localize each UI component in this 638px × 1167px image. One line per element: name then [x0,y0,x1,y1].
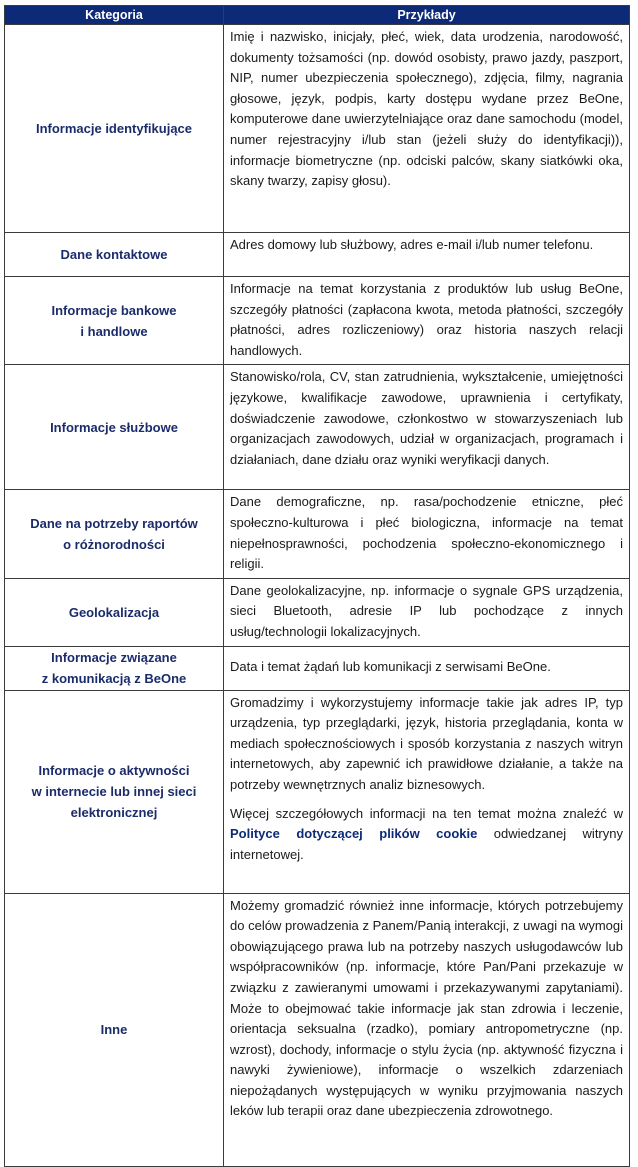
category-label: Informacje związane [51,650,177,666]
category-cell [5,233,224,277]
examples-text: Możemy gromadzić również inne informacje, których potrzebujemy do celów prowadzenia z Panem/Panią interakcji, z uwagi na wymogi obowiązującego prawa lub na potrzeby naszych usługodawców lub współpracowników (np. informacje, które Pan/Pani przekazuje w związku z zawieranymi umowami i przekazywanymi zapytaniami). Może to obejmować takie informacje jak stan zdrowia i leczenie, orientacja seksualna (rzadko), pomiary antropometryczne (np. wzrost), dochody, informacje o stylu życia (np. aktywność fizyczna i nawyki żywieniowe), informacje o wszelkich zdarzeniach niepożądanych występujących w wyniku przyjmowania naszych leków lub terapii oraz dane ubezpieczenia zdrowotnego. [230,897,623,1119]
category-cell [5,25,224,233]
category-label: Informacje o aktywności [38,763,190,779]
cookie-policy-link[interactable]: Polityce dotyczącej plików cookie [230,826,478,842]
header-przyklady: Przykłady [224,6,630,25]
examples-text: Informacje na temat korzystania z produktów lub usług BeOne, szczegóły płatności (zapłacona kwota, metoda płatności, szczegóły płatności, adres rozliczeniowy) oraz historia naszych relacji handlowych. [230,281,623,358]
examples-cell [224,578,630,646]
examples-text: Data i temat żądań lub komunikacji z serwisami BeOne. [230,659,551,675]
category-label: Informacje identyfikujące [35,121,193,136]
header-kategoria: Kategoria [5,6,224,25]
category-label-line-3: elektronicznej [70,805,158,821]
table-row [5,690,630,893]
cookie-text-after: odwiedzanej witryny internetowej. [230,826,623,862]
category-cell [5,690,224,893]
category-cell [5,490,224,578]
table-row [5,233,630,277]
examples-text: Adres domowy lub służbowy, adres e-mail i/lub numer telefonu. [230,237,594,252]
examples-text: Dane geolokalizacyjne, np. informacje o sygnale GPS urządzenia, sieci Bluetooth, adresie IP lub pochodzące z innych usług/technologii lokalizacyjnych. [230,582,623,639]
category-label: Dane na potrzeby raportów [30,516,198,532]
cookie-policy-paragraph [230,804,623,866]
category-label-line-2: i handlowe [80,323,148,339]
cookie-text-before: Więcej szczegółowych informacji na ten temat można znaleźć w [230,805,623,821]
examples-cell [224,690,630,893]
table-row [5,25,630,233]
table-row [5,365,630,490]
category-label: Informacje bankowe [51,302,177,318]
category-cell [5,893,224,1166]
category-label-line-2: w internecie lub innej sieci [31,784,197,800]
examples-text: Stanowisko/rola, CV, stan zatrudnienia, wykształcenie, umiejętności językowe, kwalifikacje zawodowe, uprawnienia i certyfikaty, doświadczenie zawodowe, członkostwo w stowarzyszeniach lub organizacjach zawodowych, udział w organizacjach, programach i działaniach, dane działu oraz wyniki weryfikacji danych. [230,369,623,467]
table-row [5,578,630,646]
examples-cell [224,646,630,690]
table-header-row [5,6,630,25]
category-label-line-2: z komunikacją z BeOne [41,671,187,687]
category-cell [5,365,224,490]
category-label-line-2: o różnorodności [63,537,165,553]
table-row [5,490,630,578]
table-row [5,277,630,365]
examples-cell [224,277,630,365]
category-label: Informacje służbowe [50,419,178,435]
table-row [5,646,630,690]
table-row [5,893,630,1166]
examples-cell [224,233,630,277]
examples-text: Imię i nazwisko, inicjały, płeć, wiek, data urodzenia, narodowość, dokumenty tożsamości (np. dowód osobisty, prawo jazdy, paszport, NIP, numer ubezpieczenia społecznego), zdjęcia, filmy, nagrania głosowe, język, podpis, karty dostępu wydane przez BeOne, komputerowe dane uwierzytelniające oraz dane samochodu (model, numer rejestracyjny i/lub stan (jeżeli służy do identyfikacji)), informacje biometryczne (np. odciski palców, skany siatkówki oka, skany twarzy, zapisy głosu). [230,29,623,189]
category-cell [5,578,224,646]
examples-cell [224,893,630,1166]
examples-text: Gromadzimy i wykorzystujemy informacje takie jak adres IP, typ urządzenia, typ przeglądarki, język, historia przeglądania, konta w mediach społecznościowych i sposób korzystania z naszych witryn internetowych, aby zapewnić ich prawidłowe działanie, a także na potrzeby wewnętrznych analiz biznesowych. [230,694,623,792]
examples-cell [224,25,630,233]
personal-data-categories-table [4,5,630,1167]
examples-cell [224,490,630,578]
examples-cell [224,365,630,490]
category-cell [5,646,224,690]
category-cell [5,277,224,365]
category-label: Geolokalizacja [68,604,160,620]
category-label: Inne [100,1022,128,1038]
examples-text: Dane demograficzne, np. rasa/pochodzenie etniczne, płeć społeczno-kulturowa i płeć biologiczna, informacje na temat niepełnosprawności, pochodzenia społeczno-ekonomicznego i religii. [230,494,623,572]
category-label: Dane kontaktowe [60,247,168,262]
